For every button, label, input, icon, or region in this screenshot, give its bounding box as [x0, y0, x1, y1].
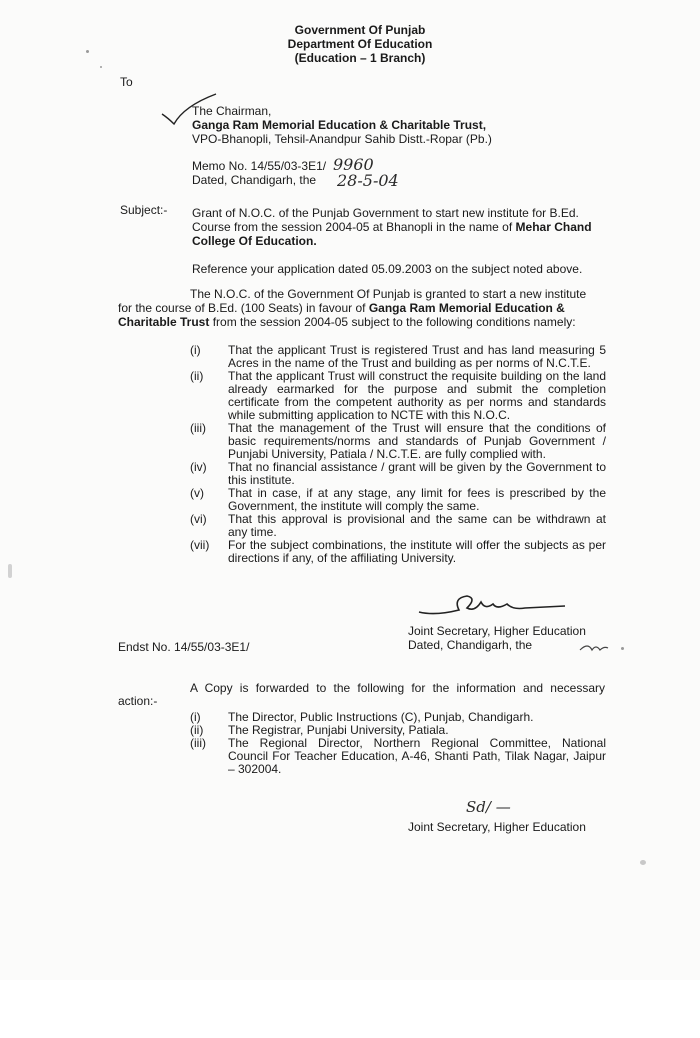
list-item-number: (i): [190, 343, 201, 357]
list-item-line: any time.: [228, 525, 277, 539]
list-item-number: (iii): [190, 736, 206, 750]
to-label: To: [120, 75, 133, 89]
list-item: [228, 737, 606, 776]
body-line: for the course of B.Ed. (100 Seats) in favour of Ganga Ram Memorial Education &: [118, 301, 565, 315]
memo-number: Memo No. 14/55/03-3E1/: [192, 159, 327, 173]
header-government: Government Of Punjab: [294, 23, 426, 37]
scan-speck: [100, 66, 102, 68]
endst-number: Endst No. 14/55/03-3E1/: [118, 640, 250, 654]
body-line: Charitable Trust from the session 2004-05 subject to the following conditions namely:: [118, 315, 576, 329]
scan-speck: [86, 50, 89, 53]
list-item-line: – 302004.: [228, 762, 282, 776]
list-item-line: That this approval is provisional and the same can be withdrawn at: [228, 512, 606, 526]
list-item: [228, 370, 606, 422]
header-department: Department Of Education: [287, 37, 433, 51]
list-item-number: (ii): [190, 369, 204, 383]
list-item-line: The Registrar, Punjabi University, Patiala.: [228, 723, 449, 737]
addressee-address: VPO-Bhanopli, Tehsil-Anandpur Sahib Distt.-Ropar (Pb.): [192, 132, 492, 146]
list-item-number: (v): [190, 486, 204, 500]
list-item-line: this institute.: [228, 473, 295, 487]
list-item-number: (ii): [190, 723, 204, 737]
list-item-line: Punjabi University, Patiala / N.C.T.E. are fully complied with.: [228, 447, 546, 461]
subject-label: Subject:-: [120, 203, 168, 217]
memo-handwritten-date: 28-5-04: [337, 171, 399, 190]
list-item-line: while submitting application to NCTE with this N.O.C.: [228, 408, 511, 422]
scan-speck: [8, 564, 12, 578]
list-item-line: That the management of the Trust will ensure that the conditions of: [228, 421, 606, 435]
list-item-line: already earmarked for the purpose and submit the completion: [228, 382, 606, 396]
list-item-line: Government, the institute will comply the same.: [228, 499, 480, 513]
list-item: [228, 344, 606, 370]
memo-handwritten-number: 9960: [333, 155, 374, 174]
signature-dated: Dated, Chandigarh, the: [408, 638, 533, 652]
copy-line: action:-: [118, 694, 158, 708]
header-branch: (Education – 1 Branch): [294, 51, 426, 65]
scan-speck: [640, 860, 646, 865]
list-item-line: The Regional Director, Northern Regional Committee, National: [228, 736, 606, 750]
list-item-line: The Director, Public Instructions (C), Punjab, Chandigarh.: [228, 710, 534, 724]
list-item: [228, 422, 606, 461]
list-item-number: (vi): [190, 512, 207, 526]
list-item-line: Council For Teacher Education, A-46, Shanti Path, Tilak Nagar, Jaipur: [228, 749, 606, 763]
list-item-line: certificate from the competent authority as per norms and standards: [228, 395, 606, 409]
list-item-line: basic requirements/norms and standards of Punjab Government /: [228, 434, 606, 448]
list-item-line: directions if any, of the affiliating University.: [228, 551, 457, 565]
scan-speck: [621, 647, 624, 650]
list-item: [228, 461, 606, 487]
addressee-title: The Chairman,: [192, 104, 272, 118]
memo-dated: Dated, Chandigarh, the: [192, 173, 317, 187]
list-item-line: That in case, if at any stage, any limit for fees is prescribed by the: [228, 486, 606, 500]
body-line: The N.O.C. of the Government Of Punjab is granted to start a new institute: [190, 287, 587, 301]
handwritten-mark: [578, 636, 628, 666]
signature-title: Joint Secretary, Higher Education: [408, 820, 586, 834]
subject-line: Course from the session 2004-05 at Bhanopli in the name of Mehar Chand: [192, 220, 592, 234]
addressee-trust: Ganga Ram Memorial Education & Charitable Trust,: [192, 118, 487, 132]
subject-line: Grant of N.O.C. of the Punjab Government to start new institute for B.Ed.: [192, 206, 579, 220]
signature-handwritten: Sd/ —: [466, 798, 511, 816]
list-item: [228, 539, 606, 565]
list-item-line: That the applicant Trust is registered Trust and has land measuring 5: [228, 343, 606, 357]
list-item-line: That no financial assistance / grant will be given by the Government to: [228, 460, 606, 474]
list-item-line: Acres in the name of the Trust and building as per norms of N.C.T.E.: [228, 356, 591, 370]
list-item: [228, 513, 606, 539]
list-item-line: For the subject combinations, the institute will offer the subjects as per: [228, 538, 606, 552]
signature-mark: [415, 588, 575, 624]
list-item-number: (iv): [190, 460, 207, 474]
subject-line: College Of Education.: [192, 234, 317, 248]
signature-title: Joint Secretary, Higher Education: [408, 624, 586, 638]
list-item-number: (vii): [190, 538, 210, 552]
list-item-number: (iii): [190, 421, 206, 435]
list-item-number: (i): [190, 710, 201, 724]
list-item-line: That the applicant Trust will construct the requisite building on the land: [228, 369, 606, 383]
reference-line: Reference your application dated 05.09.2003 on the subject noted above.: [192, 262, 583, 276]
copy-line: A Copy is forwarded to the following for the information and necessary: [190, 681, 605, 695]
list-item: [228, 487, 606, 513]
